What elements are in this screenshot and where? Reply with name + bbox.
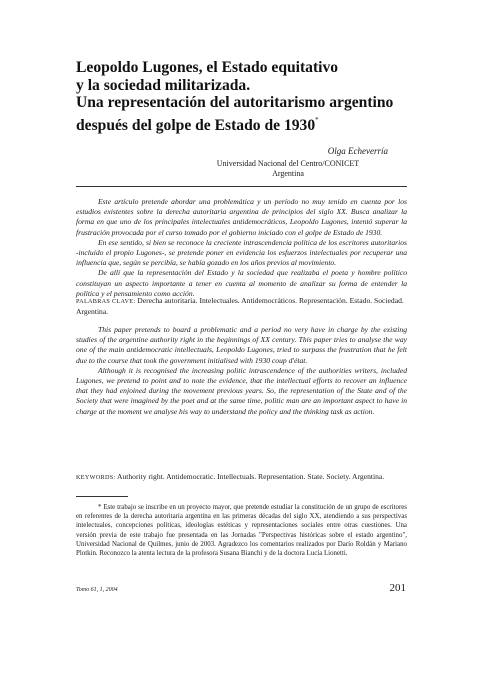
- footnote-divider: [76, 496, 128, 497]
- title-line: [76, 112, 416, 135]
- title-line: y la sociedad militarizada.: [76, 76, 251, 94]
- spanish-keywords: [76, 296, 407, 317]
- journal-volume: Tomo 61, 1, 2004: [76, 587, 118, 593]
- title-footnote-mark[interactable]: *: [315, 115, 319, 124]
- abstract-paragraph: Although it is recognised the increasing politic intrascendence of the authorities writers, included Lugones, we pretend to point and to note the evidence, that the intellectual efforts to recover an influence that they had enjoined during the movement previous years. So, the representation of the State and of the Society that were imagined by the poet and at the same time, politic man are an important aspect to have in charge at the moment we analyse his way to understand the policy and the thinking task as action.: [76, 365, 407, 416]
- author-name: Olga Echeverría: [327, 146, 388, 156]
- header-divider: [76, 186, 407, 187]
- author-affiliation: [188, 159, 388, 178]
- footnote-mark: *: [98, 504, 102, 511]
- abstract-paragraph: This paper pretends to board a problematic and a period no very have in charge by the existing studies of the argentine authority right in the beginnings of XX century. This paper tries to analyse the way one of the main antidemocratic intellectuals, Leopoldo Lugones, tried to surpass the frustration that he felt due to the course that took the government initialised with 1930 coup d'état.: [76, 325, 407, 365]
- abstract-paragraph: En ese sentido, si bien se reconoce la creciente intrascendencia política de los escritores autoritarios -incluido el propio Lugones-, se pretende poner en evidencia los esfuerzos intelectuales por recuperar una influencia que, según se percibía, se había gozado en los años previos al movimiento.: [76, 237, 407, 268]
- keywords-text: Authority right. Antidemocratic. Intellectuals. Representation. State. Society. Argentina.: [116, 472, 385, 481]
- keywords-text: Derecha autoritaria. Intelectuales. Antidemocráticos. Representación. Estado. Sociedad. Argentina.: [76, 296, 404, 317]
- title-line-text: después del golpe de Estado de 1930: [76, 116, 316, 134]
- title-line: Leopoldo Lugones, el Estado equitativo: [76, 59, 339, 76]
- english-keywords: [76, 472, 407, 483]
- abstract-paragraph: De allí que la representación del Estado y la sociedad que realizaba el poeta y hombre político constituyan un aspecto importante a tener en cuenta al momento de analizar su forma de entender la política y el pensamiento como acción.: [76, 268, 407, 298]
- page-number: 201: [389, 582, 406, 594]
- keywords-label: PALABRAS CLAVE:: [76, 298, 136, 305]
- english-abstract: [76, 325, 407, 417]
- keywords-label: KEYWORDS:: [76, 474, 116, 481]
- footnote-text: Este trabajo se inscribe en un proyecto mayor, que pretende estudiar la constitución de un grupo de escritores en referentes de la derecha autoritaria argentina en las primeras décadas del siglo XX, atendiendo a sus perspectivas intelectuales, concepciones políticas, ideologías estéticas y representaciones sociales entre otras cuestiones. Una versión previa de este trabajo fue presentada en las Jornadas "Perspectivas históricas sobre el estado argentino", Universidad Nacional de Quilmes, junio de 2003. Agradezco los comentarios realizados por Darío Roldán y Mariano Plotkin. Reconozco la atenta lectura de la profesora Susana Bianchi y de la doctora Lucía Lionetti.: [76, 504, 407, 558]
- affiliation-institution: Universidad Nacional del Centro/CONICET: [216, 159, 360, 168]
- footnote: [76, 503, 407, 558]
- article-title: [76, 59, 416, 134]
- affiliation-country: Argentina: [272, 168, 304, 178]
- spanish-abstract: [76, 197, 407, 299]
- abstract-paragraph: Este artículo pretende abordar una problemática y un período no muy tenido en cuenta por los estudios existentes sobre la derecha autoritaria argentina de principios del siglo XX. Busca analizar la forma en que uno de los principales intelectuales antidemocráticos, Leopoldo Lugones, intentó superar la frustración provocada por el curso tomado por el gobierno iniciado con el golpe de Estado de 1930.: [76, 197, 407, 237]
- title-line: Una representación del autoritarismo argentino: [76, 94, 394, 112]
